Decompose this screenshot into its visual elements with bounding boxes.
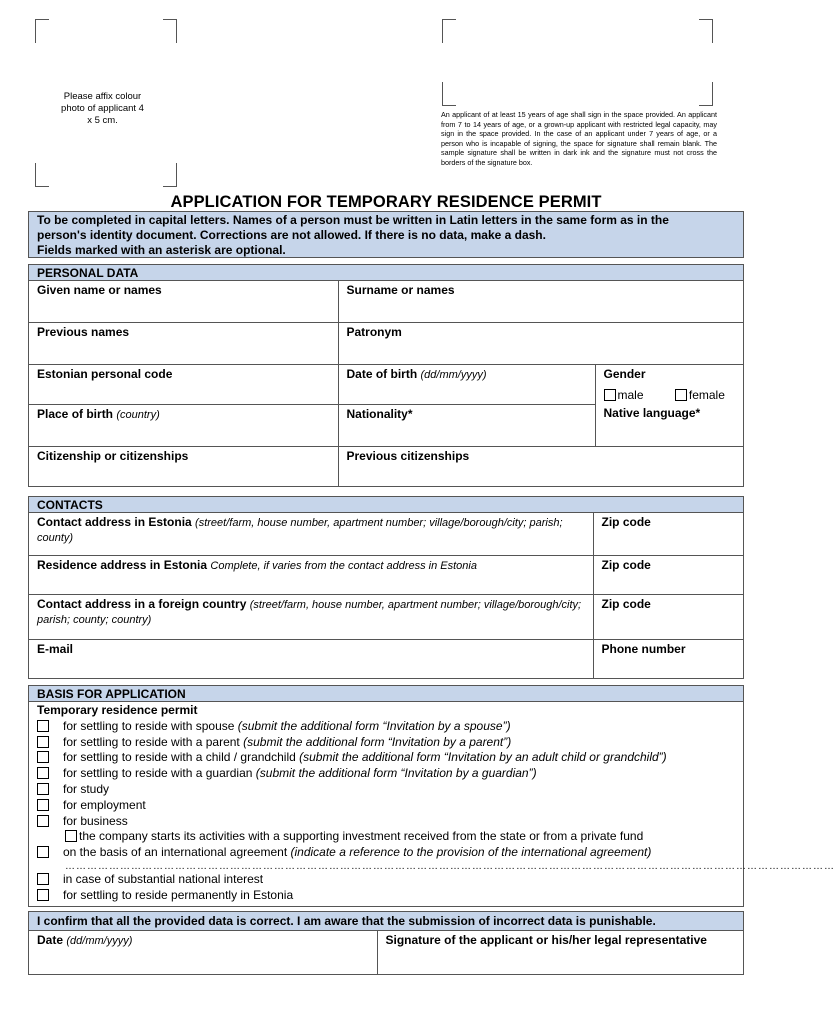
field-label: Date [37,933,64,947]
basis-option [37,872,735,888]
basis-option [37,735,735,751]
basis-option-hint: (indicate a reference to the provision of the international agreement) [290,845,652,860]
basis-option [37,766,735,782]
basis-option-label: on the basis of an international agreement [63,845,288,860]
field-label: E-mail [37,641,74,656]
basis-option-label: for settling to reside with a guardian [63,766,253,781]
field-label: Previous citizenships [346,448,470,463]
given-name-field[interactable] [29,281,338,322]
basis-option-label: for business [63,813,128,828]
field-label: Nationality* [346,406,413,421]
basis-option [37,888,735,904]
field-label: Given name or names [37,283,162,297]
signature-corner-top-right [699,19,713,43]
field-label: Native language* [603,406,701,420]
field-hint: Complete, if varies from the contact address in Estonia [210,559,477,572]
field-label: Residence address in Estonia [37,557,208,572]
basis-checkbox[interactable] [37,815,49,827]
basis-checkbox[interactable] [37,736,49,748]
basis-option-label: for study [63,781,110,796]
citizenship-field[interactable] [29,446,338,486]
basis-checkbox[interactable] [37,846,49,858]
field-hint: (street/farm, house number, apartment number; village/borough/city; parish; county; country) [37,598,582,626]
field-label: Previous names [37,324,130,339]
basis-checkbox[interactable] [37,799,49,811]
basis-option [37,814,735,830]
phone-number-field[interactable] [593,639,743,678]
zip-code-field[interactable] [593,513,743,555]
field-label: Phone number [601,641,686,656]
business-investment-checkbox[interactable] [65,830,77,842]
basis-section [28,685,835,907]
zip-code-field[interactable] [593,594,743,639]
field-label: Place of birth [37,406,114,421]
field-label: Signature of the applicant or his/her legal representative [385,933,707,947]
basis-option [37,782,735,798]
signature-instructions: An applicant of at least 15 years of age shall sign in the space provided. An applicant from 7 to 14 years of age, or a grown-up applicant with restricted legal capacity, may sign in the space provided. In the case of an applicant under 7 years of age, or a person who is incapable of signing, the space for signature shall remain blank. The sample signature shall be written in dark ink and the signature must not cross the borders of the signature box. [441,110,717,167]
field-label: Citizenship or citizenships [37,448,189,463]
residence-address-estonia-field[interactable] [29,555,593,594]
basis-checkbox[interactable] [37,889,49,901]
field-label: Zip code [601,596,651,611]
date-of-birth-field[interactable] [338,364,595,404]
field-hint: (dd/mm/yyyy) [420,368,487,381]
field-label: Contact address in a foreign country [37,596,247,611]
confirmation-section [28,911,744,975]
basis-option-hint: (submit the additional form “Invitation by a spouse”) [237,718,511,733]
basis-option-label: the company starts its activities with a supporting investment received from the state or from a private fund [79,829,644,844]
native-language-field[interactable] [595,404,743,446]
form-instructions [28,211,744,258]
agreement-reference-line[interactable]: ………………………………………………………………………………………………………………………………………………………………………………………… [65,860,835,872]
field-hint: (street/farm, house number, apartment number; village/borough/city; parish; county) [37,517,563,544]
signature-field[interactable] [377,931,743,974]
basis-option-hint: (submit the additional form “Invitation by a parent”) [243,734,512,749]
basis-option-label: for settling to reside with spouse [63,718,235,733]
photo-corner-top-left [35,19,49,43]
contact-address-foreign-field[interactable] [29,594,593,639]
previous-citizenships-field[interactable] [338,446,743,486]
contacts-section [28,496,744,679]
field-label: Surname or names [346,283,455,297]
surname-field[interactable] [338,281,743,322]
personal-code-field[interactable] [29,364,338,404]
field-label: Zip code [601,557,651,572]
date-field[interactable] [29,931,377,974]
basis-option [37,798,735,814]
field-hint: (dd/mm/yyyy) [66,935,133,947]
contact-address-estonia-field[interactable] [29,513,593,555]
basis-option [37,845,735,861]
photo-instructions: Please affix colour photo of applicant 4 x 5 cm. [61,91,144,126]
male-checkbox[interactable] [604,389,616,401]
photo-corner-bottom-right [163,163,177,187]
basis-subheading: Temporary residence permit [37,703,198,717]
field-label: Zip code [601,515,651,529]
basis-option-label: for employment [63,797,146,812]
basis-checkbox[interactable] [37,873,49,885]
field-label: Patronym [346,324,402,339]
basis-option-label: for settling to reside permanently in Estonia [63,887,294,902]
field-label: Contact address in Estonia [37,515,192,529]
basis-option [37,750,735,766]
basis-option-label: for settling to reside with a child / grandchild [63,750,296,765]
female-label: female [688,387,725,402]
male-label: male [617,387,644,402]
basis-option [37,719,735,735]
patronym-field[interactable] [338,322,743,364]
field-label: Date of birth [346,366,418,381]
section-heading: CONTACTS [29,497,743,513]
section-heading: PERSONAL DATA [29,265,743,281]
field-label: Gender [603,366,646,381]
instruction-line: Fields marked with an asterisk are optional. [37,243,286,257]
gender-field [595,364,743,404]
instruction-line: To be completed in capital letters. Names of a person must be written in Latin letters in the same form as in the [37,213,669,227]
zip-code-field[interactable] [593,555,743,594]
nationality-field[interactable] [338,404,595,446]
signature-corner-bottom-left [442,82,456,106]
signature-corner-top-left [442,19,456,43]
basis-option-hint: (submit the additional form “Invitation by an adult child or grandchild”) [299,750,667,765]
female-checkbox[interactable] [675,389,687,401]
basis-option-label: for settling to reside with a parent [63,734,240,749]
personal-data-section [28,264,744,487]
place-of-birth-field[interactable] [29,404,338,446]
photo-corner-top-right [163,19,177,43]
field-hint: (country) [116,408,160,421]
form-title: APPLICATION FOR TEMPORARY RESIDENCE PERMIT [170,193,602,211]
section-heading: BASIS FOR APPLICATION [29,686,743,702]
signature-corner-bottom-right [699,82,713,106]
basis-checkbox[interactable] [37,751,49,763]
field-label: Estonian personal code [37,366,173,381]
previous-names-field[interactable] [29,322,338,364]
email-field[interactable] [29,639,593,678]
basis-option-hint: (submit the additional form “Invitation by a guardian”) [255,766,537,781]
basis-option-label: in case of substantial national interest [63,871,264,886]
instruction-line: person's identity document. Corrections are not allowed. If there is no data, make a dash. [37,228,546,242]
basis-checkbox[interactable] [37,720,49,732]
confirmation-statement: I confirm that all the provided data is correct. I am aware that the submission of incorrect data is punishable. [29,912,743,931]
basis-checkbox[interactable] [37,767,49,779]
basis-checkbox[interactable] [37,783,49,795]
photo-corner-bottom-left [35,163,49,187]
basis-option [37,829,735,845]
